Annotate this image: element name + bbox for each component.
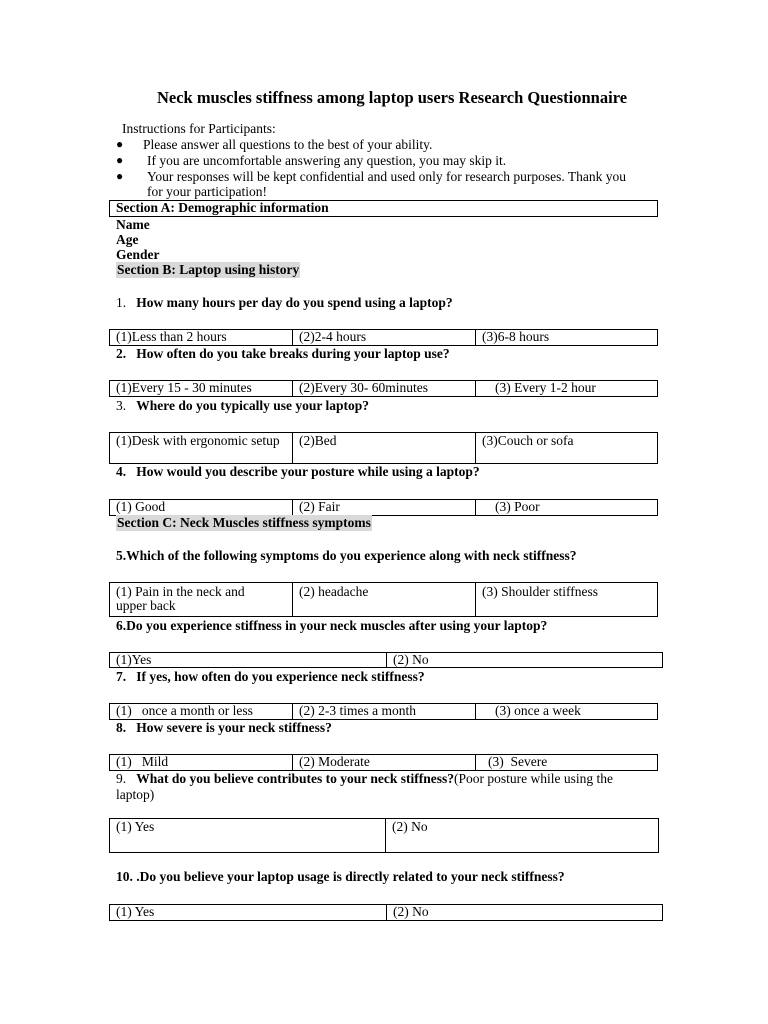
- q7-options: [109, 703, 658, 720]
- question-number: 2.: [116, 346, 127, 361]
- section-b-heading: Section B: Laptop using history: [117, 262, 300, 277]
- question-text: 10. .Do you believe your laptop usage is directly related to your neck stiffness?: [116, 869, 565, 884]
- q7-option-1[interactable]: (1) once a month or less: [116, 703, 253, 718]
- q3-option-1[interactable]: (1)Desk with ergonomic setup: [116, 433, 280, 448]
- q8-option-3[interactable]: (3) Severe: [475, 755, 657, 770]
- field-age-label: Age: [116, 232, 139, 247]
- question-text: How often do you take breaks during your laptop use?: [136, 346, 450, 361]
- question-text: 5.Which of the following symptoms do you experience along with neck stiffness?: [116, 548, 577, 563]
- question-number: 3.: [116, 398, 127, 413]
- question-2: [116, 346, 450, 362]
- question-number: 1.: [116, 295, 127, 310]
- question-3: [116, 398, 369, 414]
- question-number: 9.: [116, 771, 127, 786]
- q10-option-1[interactable]: (1) Yes: [116, 904, 155, 919]
- q8-option-1[interactable]: (1) Mild: [116, 754, 169, 769]
- field-name-label: Name: [116, 217, 150, 232]
- question-number: 7.: [116, 669, 127, 684]
- question-1: [116, 295, 453, 311]
- q2-options: [109, 380, 658, 397]
- q6-options: [109, 652, 663, 668]
- q5-option-1[interactable]: (1) Pain in the neck and upper back: [116, 584, 245, 613]
- question-4: [116, 464, 480, 480]
- question-suffix: (Poor posture while using the laptop): [116, 771, 613, 802]
- q2-option-2[interactable]: (2)Every 30- 60minutes: [292, 381, 475, 396]
- question-text: How severe is your neck stiffness?: [136, 720, 332, 735]
- question-6: [116, 618, 547, 634]
- question-9: [116, 771, 646, 803]
- section-c-heading: Section C: Neck Muscles stiffness symptoms: [117, 515, 371, 530]
- bullet-icon: ●: [116, 169, 124, 183]
- q4-options: [109, 499, 658, 516]
- instruction-text: Your responses will be kept confidential and used only for research purposes. Thank you for your participation!: [147, 169, 627, 199]
- question-text: If yes, how often do you experience neck stiffness?: [136, 669, 425, 684]
- q4-option-2[interactable]: (2) Fair: [292, 500, 475, 515]
- page-title: Neck muscles stiffness among laptop users Research Questionnaire: [156, 88, 628, 107]
- q1-options: [109, 329, 658, 346]
- q10-option-2[interactable]: (2) No: [386, 905, 662, 920]
- q8-option-2[interactable]: (2) Moderate: [292, 755, 475, 770]
- question-8: [116, 720, 332, 736]
- question-10: [116, 869, 565, 885]
- q1-option-3[interactable]: (3)6-8 hours: [475, 330, 657, 345]
- q9-option-2[interactable]: (2) No: [385, 819, 658, 852]
- section-a-box: [109, 200, 658, 217]
- q9-options: [109, 818, 659, 853]
- bullet-icon: ●: [116, 153, 124, 167]
- q4-option-1[interactable]: (1) Good: [116, 499, 166, 514]
- q6-option-2[interactable]: (2) No: [386, 653, 662, 667]
- q2-option-1[interactable]: (1)Every 15 - 30 minutes: [116, 380, 252, 395]
- q7-option-2[interactable]: (2) 2-3 times a month: [292, 704, 475, 719]
- q7-option-3[interactable]: (3) once a week: [475, 704, 657, 719]
- question-5: [116, 548, 577, 564]
- q10-options: [109, 904, 663, 921]
- q5-option-2[interactable]: (2) headache: [292, 583, 475, 616]
- question-text: 6.Do you experience stiffness in your neck muscles after using your laptop?: [116, 618, 548, 633]
- q4-option-3[interactable]: (3) Poor: [475, 500, 657, 515]
- q6-option-1[interactable]: (1)Yes: [116, 652, 152, 667]
- q3-option-2[interactable]: (2)Bed: [292, 433, 475, 463]
- question-number: 8.: [116, 720, 127, 735]
- section-a-heading: Section A: Demographic information: [116, 200, 329, 215]
- q2-option-3[interactable]: (3) Every 1-2 hour: [475, 381, 657, 396]
- instruction-text: Please answer all questions to the best of your ability.: [143, 137, 433, 152]
- question-text: What do you believe contributes to your neck stiffness?: [136, 771, 455, 786]
- question-text: Where do you typically use your laptop?: [136, 398, 370, 413]
- question-text: How many hours per day do you spend using a laptop?: [136, 295, 453, 310]
- q5-option-3[interactable]: (3) Shoulder stiffness: [475, 583, 657, 616]
- field-gender-label: Gender: [116, 247, 160, 262]
- question-7: [116, 669, 425, 685]
- bullet-icon: ●: [116, 137, 124, 151]
- question-number: 4.: [116, 464, 127, 479]
- q1-option-2[interactable]: (2)2-4 hours: [292, 330, 475, 345]
- q1-option-1[interactable]: (1)Less than 2 hours: [116, 329, 227, 344]
- instruction-text: If you are uncomfortable answering any question, you may skip it.: [147, 153, 507, 168]
- question-text: How would you describe your posture while using a laptop?: [136, 464, 480, 479]
- instructions-heading: Instructions for Participants:: [122, 121, 276, 136]
- q3-option-3[interactable]: (3)Couch or sofa: [475, 433, 657, 463]
- q5-options: [109, 582, 658, 617]
- q3-options: [109, 432, 658, 464]
- q9-option-1[interactable]: (1) Yes: [116, 819, 155, 834]
- q8-options: [109, 754, 658, 771]
